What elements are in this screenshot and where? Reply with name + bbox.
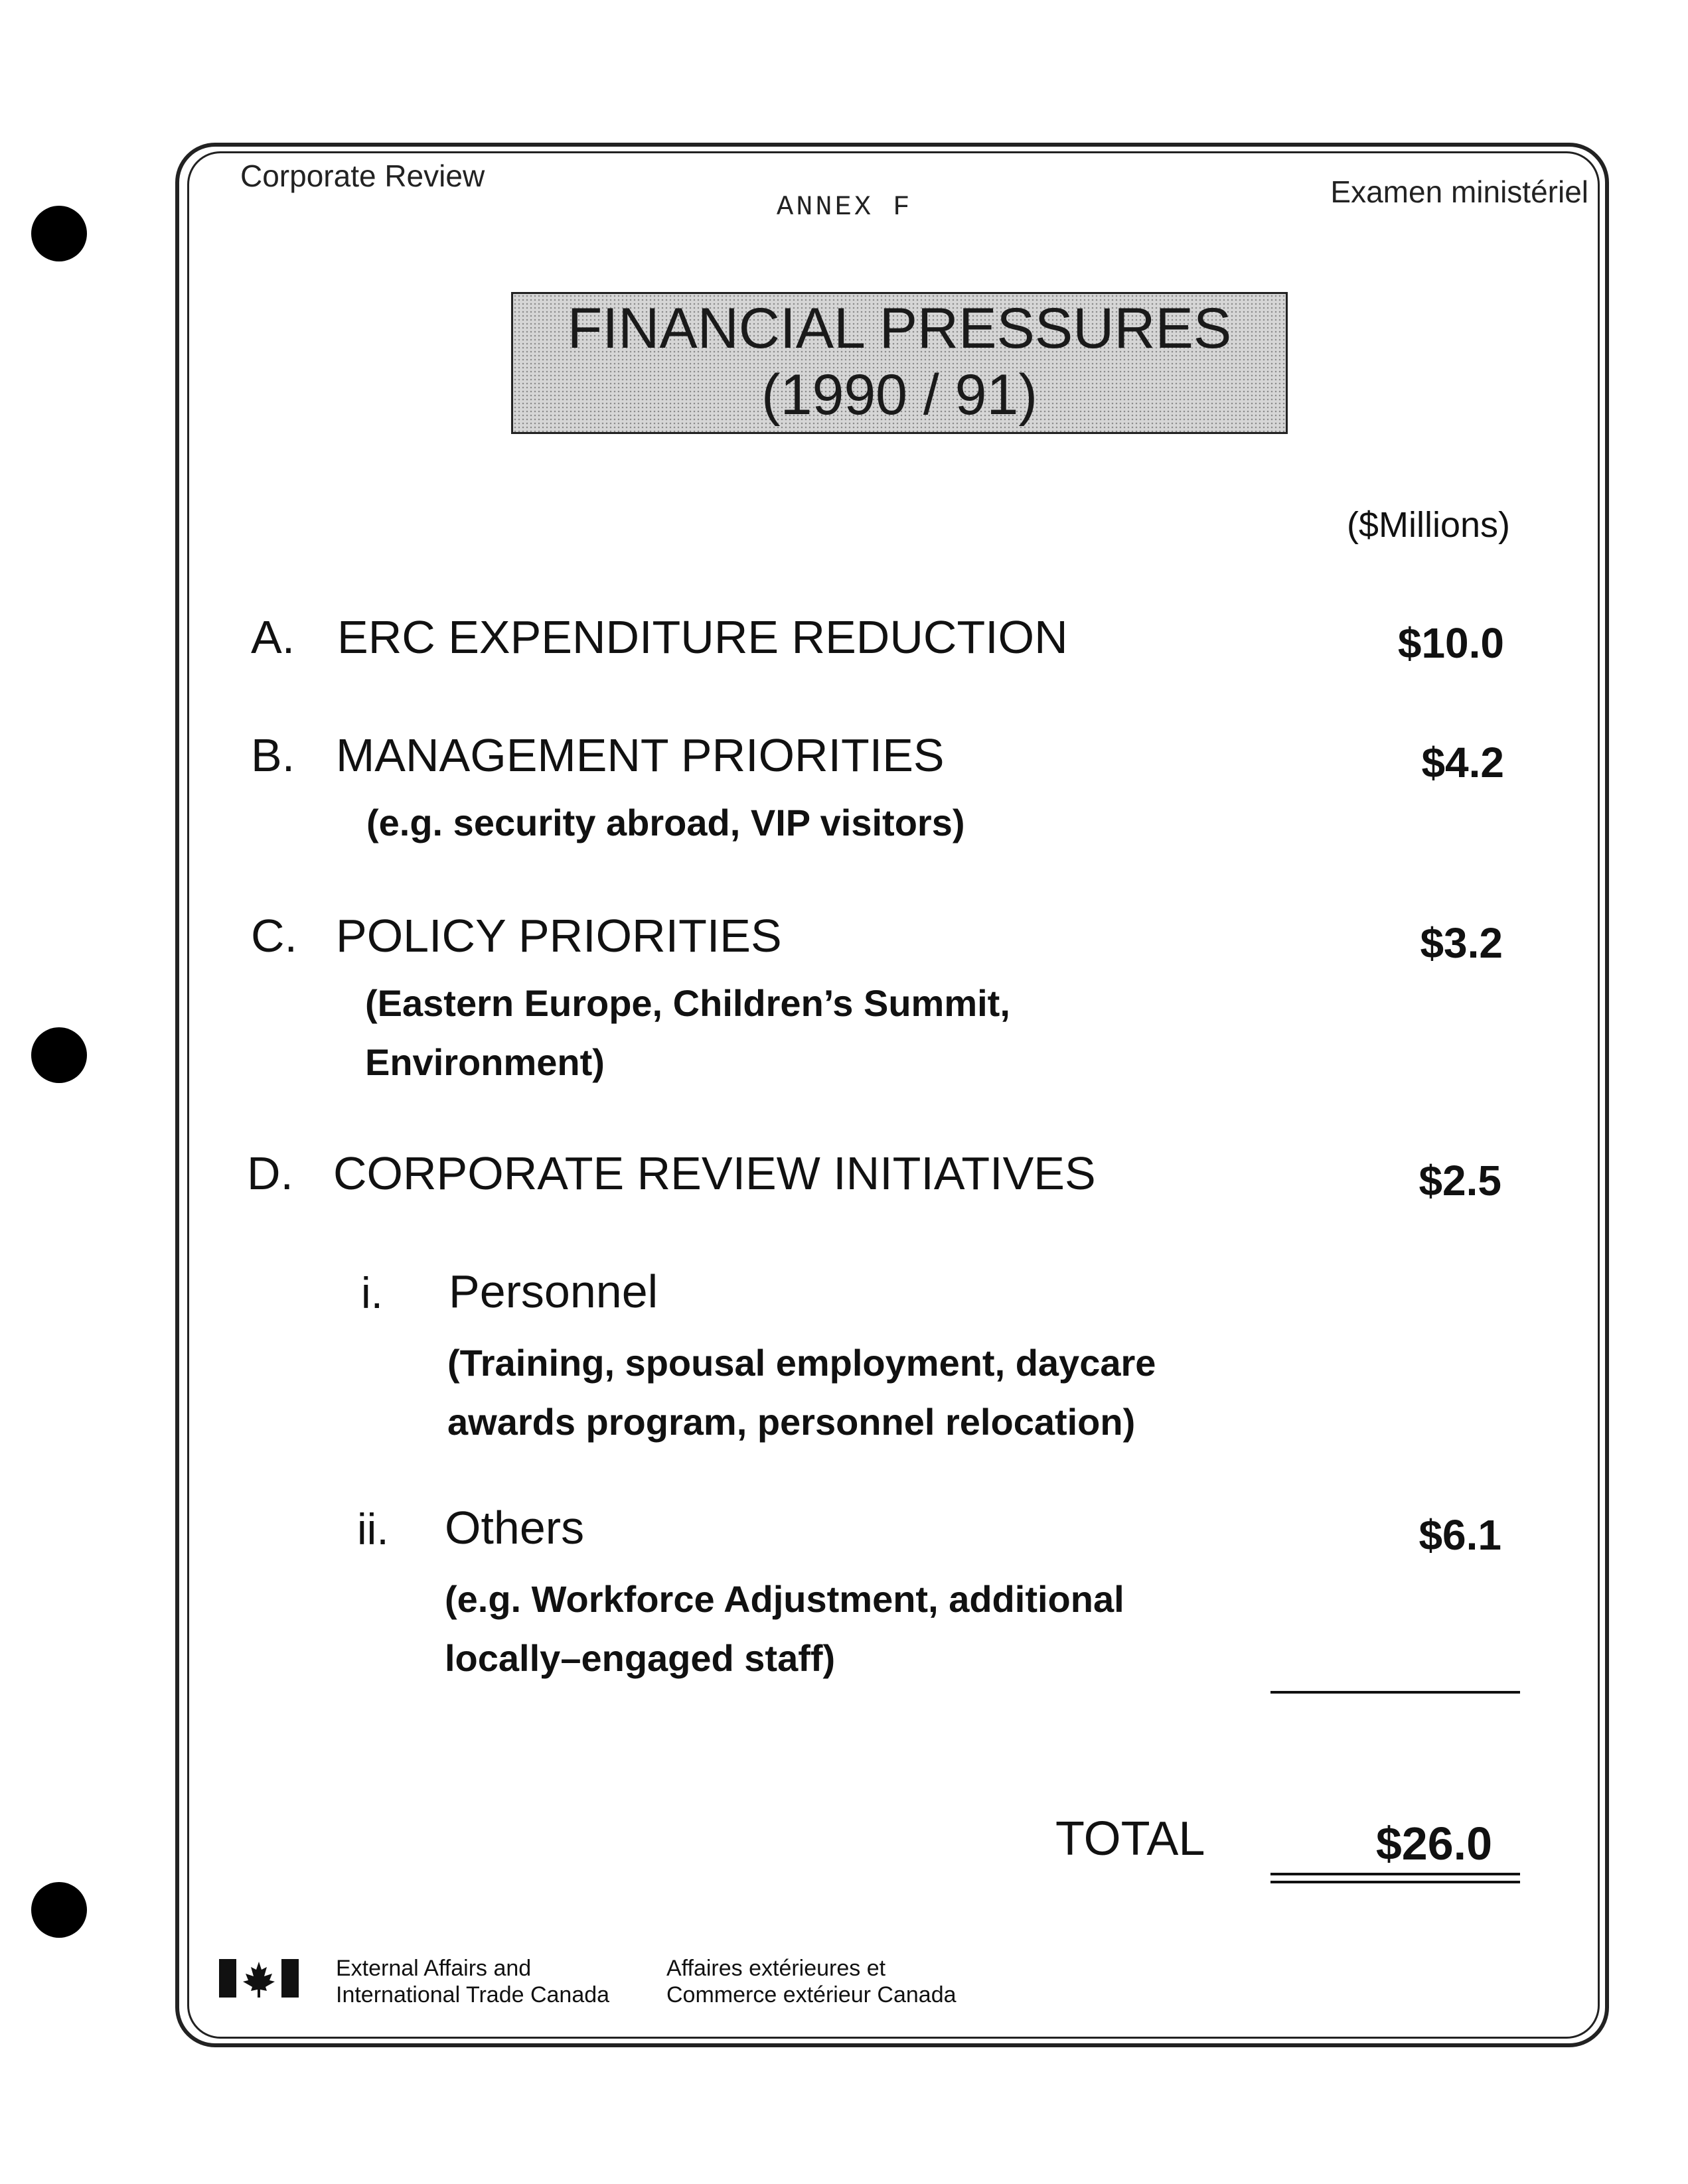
total-label: TOTAL: [1055, 1812, 1205, 1865]
title-line-1: FINANCIAL PRESSURES: [567, 297, 1232, 360]
footer-english: [336, 1955, 609, 2008]
item-b-heading: MANAGEMENT PRIORITIES: [336, 729, 945, 781]
subitem-ii-detail-line-1: (e.g. Workforce Adjustment, additional: [445, 1578, 1124, 1620]
total-amount: $26.0: [1375, 1818, 1492, 1869]
total-double-rule-bottom: [1270, 1881, 1520, 1883]
title-line-2: (1990 / 91): [761, 363, 1037, 427]
page-frame-inner: [187, 151, 1600, 2039]
item-c-detail-line-2: Environment): [365, 1041, 605, 1083]
item-a-heading: ERC EXPENDITURE REDUCTION: [337, 611, 1068, 663]
item-c-letter: C.: [251, 910, 297, 962]
punch-hole-top: [31, 206, 87, 261]
item-d-amount: $2.5: [1419, 1157, 1501, 1204]
item-d-heading: CORPORATE REVIEW INITIATIVES: [333, 1147, 1096, 1199]
footer-french-line-2: Commerce extérieur Canada: [666, 1982, 957, 2007]
title-box: [511, 292, 1288, 434]
footer-english-line-1: External Affairs and: [336, 1956, 532, 1981]
item-b-amount: $4.2: [1421, 739, 1504, 786]
item-c-detail-line-1: (Eastern Europe, Children’s Summit,: [365, 982, 1010, 1024]
sum-rule: [1270, 1691, 1520, 1694]
item-b-detail: (e.g. security abroad, VIP visitors): [366, 802, 965, 843]
item-a-letter: A.: [251, 611, 295, 663]
total-double-rule-top: [1270, 1873, 1520, 1875]
units-label: ($Millions): [1346, 505, 1510, 545]
annex-label: ANNEX F: [777, 191, 913, 223]
footer-french: [666, 1955, 957, 2008]
item-a-amount: $10.0: [1397, 619, 1504, 667]
header-right-label: Examen ministériel: [1330, 175, 1588, 209]
subitem-ii-heading: Others: [445, 1502, 585, 1554]
subitem-ii-amount: $6.1: [1419, 1511, 1501, 1559]
item-d-letter: D.: [247, 1147, 293, 1199]
header-left-label: Corporate Review: [240, 159, 485, 193]
item-b-letter: B.: [251, 729, 295, 781]
punch-hole-bottom: [31, 1882, 87, 1938]
canada-flag-logo: [219, 1956, 299, 2000]
footer-english-line-2: International Trade Canada: [336, 1982, 610, 2007]
subitem-i-detail-line-2: awards program, personnel relocation): [447, 1401, 1136, 1443]
punch-hole-middle: [31, 1027, 87, 1083]
item-c-amount: $3.2: [1420, 919, 1503, 967]
item-c-heading: POLICY PRIORITIES: [336, 910, 782, 962]
subitem-ii-detail-line-2: locally–engaged staff): [445, 1637, 836, 1679]
subitem-ii-numeral: ii.: [357, 1504, 389, 1554]
subitem-i-heading: Personnel: [449, 1266, 658, 1317]
subitem-i-detail-line-1: (Training, spousal employment, daycare: [447, 1342, 1156, 1384]
subitem-i-numeral: i.: [361, 1268, 383, 1317]
footer-french-line-1: Affaires extérieures et: [666, 1956, 886, 1981]
